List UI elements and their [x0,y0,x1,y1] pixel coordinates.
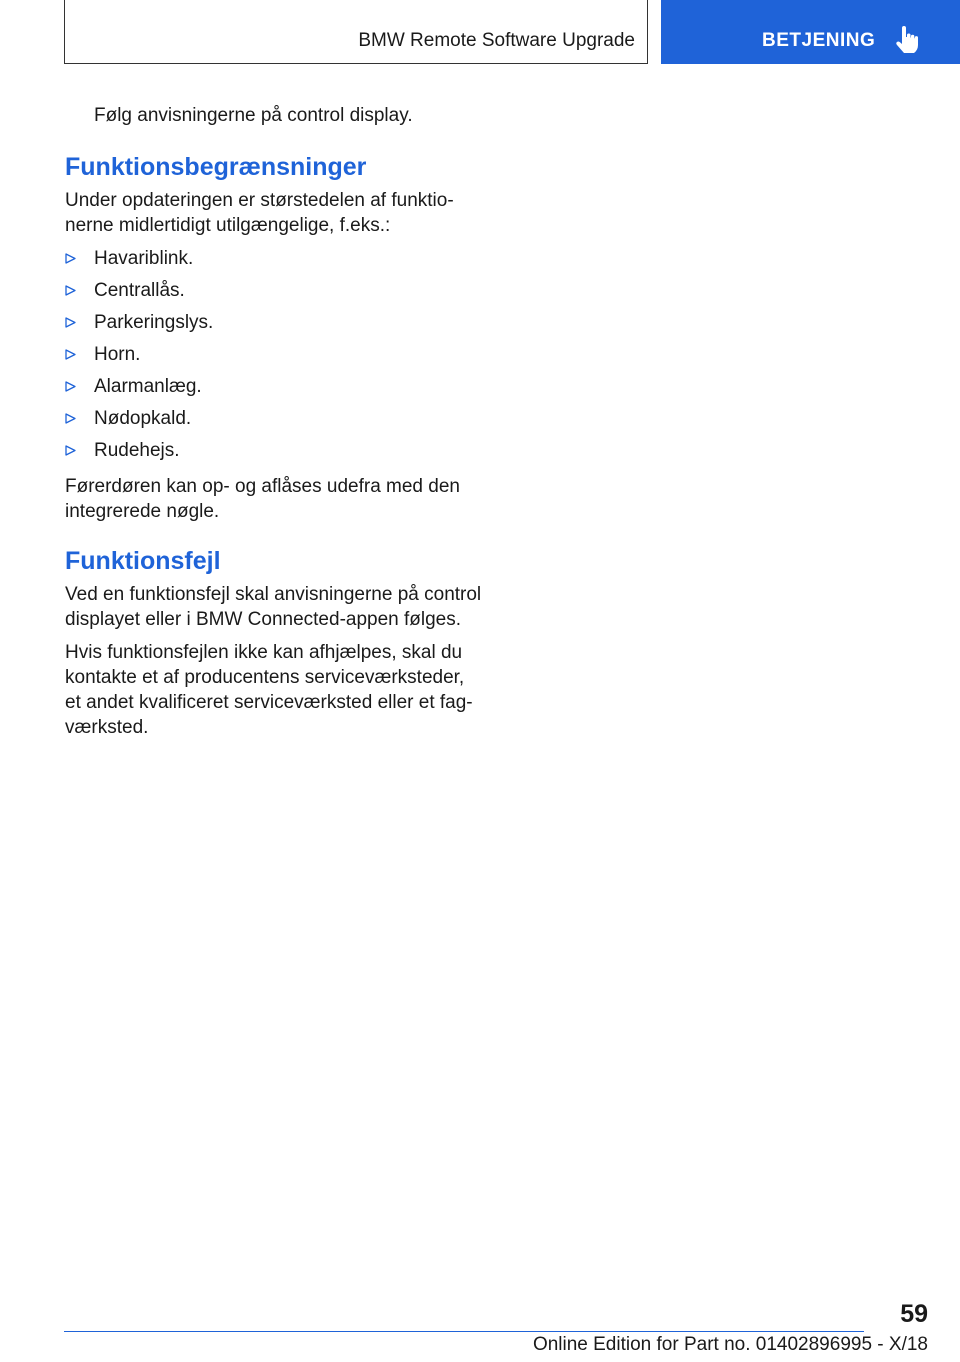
list-item [65,310,485,342]
triangle-bullet-icon [65,381,76,392]
list-item [65,438,485,470]
triangle-bullet-icon [65,285,76,296]
list-item-label: Havariblink. [94,248,194,269]
driver-door-note: Førerdøren kan op- og aflåses udefra med den integrerede nøgle. [65,476,460,522]
page-number: 59 [900,1300,928,1328]
main-content [65,103,485,748]
header-section-label: BETJENING [762,30,876,51]
list-item [65,406,485,438]
header-title-box [64,0,648,64]
list-item-label: Alarmanlæg. [94,376,202,397]
triangle-bullet-icon [65,349,76,360]
list-item [65,278,485,310]
header-section-tab [661,0,960,64]
footer-divider [64,1331,864,1332]
limitations-text: Under opdateringen er størstedelen af funktionerne midlertidigt utilgængelige, f.eks.: [65,190,454,236]
list-item-label: Centrallås. [94,280,185,301]
list-item [65,342,485,374]
intro-instruction: Følg anvisningerne på control display. [94,105,413,126]
header-title: BMW Remote Software Upgrade [358,30,635,51]
triangle-bullet-icon [65,253,76,264]
list-item [65,246,485,278]
footer-edition-text: Online Edition for Part no. 01402896995 - X/18 [532,1334,928,1355]
list-item-label: Nødopkald. [94,408,192,429]
list-item-label: Rudehejs. [94,440,180,461]
limitations-list [65,246,485,470]
malfunction-text-1: Ved en funktionsfejl skal anvisningerne på control displayet eller i BMW Connected-appen følges. [65,584,482,630]
malfunction-text-2: Hvis funktionsfejlen ikke kan afhjælpes, skal du kontakte et af producentens serviceværksteder, et andet kvalificeret serviceværksted eller et fagværksted. [65,642,473,738]
heading-function-limitations: Funktionsbegrænsninger [65,153,367,181]
heading-malfunction: Funktionsfejl [65,547,221,575]
triangle-bullet-icon [65,445,76,456]
triangle-bullet-icon [65,317,76,328]
list-item [65,374,485,406]
triangle-bullet-icon [65,413,76,424]
list-item-label: Horn. [94,344,141,365]
list-item-label: Parkeringslys. [94,312,214,333]
hand-pointer-icon [894,26,920,54]
